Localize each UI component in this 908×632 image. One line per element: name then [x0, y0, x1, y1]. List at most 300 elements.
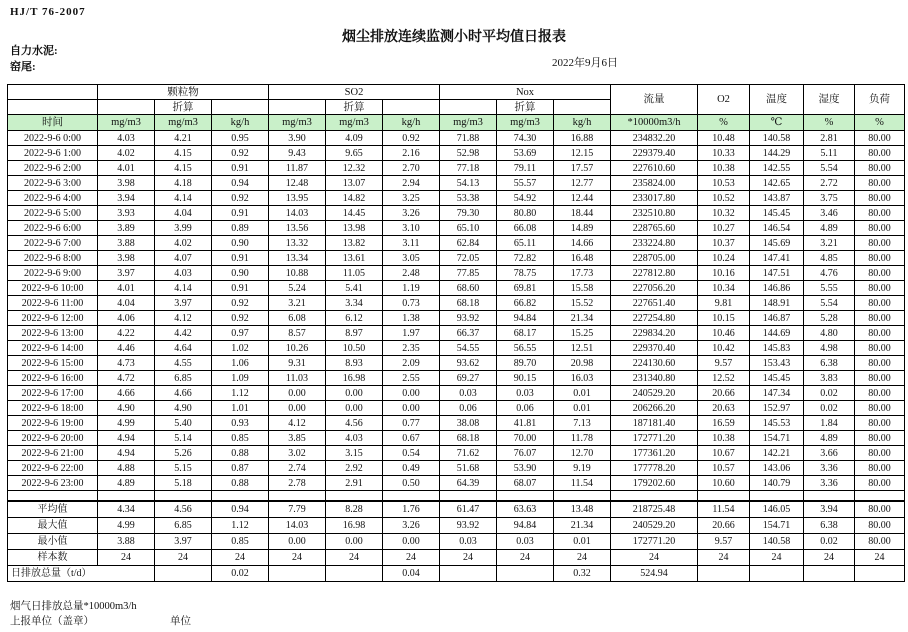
value-cell: 0.85: [212, 534, 269, 550]
value-cell: 4.01: [98, 281, 155, 296]
value-cell: 2.55: [383, 371, 440, 386]
value-cell: 0.88: [212, 446, 269, 461]
value-cell: 17.57: [554, 161, 611, 176]
load-unit: %: [855, 115, 905, 131]
table-body: [8, 131, 905, 582]
value-cell: 4.15: [155, 146, 212, 161]
value-cell: 228705.00: [611, 251, 698, 266]
value-cell: 146.54: [750, 221, 804, 236]
value-cell: 79.11: [497, 161, 554, 176]
value-cell: 16.98: [326, 518, 383, 534]
so2-kgh-head: [383, 100, 440, 115]
value-cell: 147.41: [750, 251, 804, 266]
value-cell: 3.26: [383, 518, 440, 534]
value-cell: 2.92: [326, 461, 383, 476]
value-cell: 2.09: [383, 356, 440, 371]
value-cell: 144.69: [750, 326, 804, 341]
empty-cell: [804, 491, 855, 502]
value-cell: 80.00: [855, 446, 905, 461]
value-cell: 4.12: [155, 311, 212, 326]
value-cell: 0.92: [212, 146, 269, 161]
time-cell: 2022-9-6 6:00: [8, 221, 98, 236]
value-cell: 4.55: [155, 356, 212, 371]
value-cell: 143.87: [750, 191, 804, 206]
value-cell: 93.92: [440, 311, 497, 326]
value-cell: 80.00: [855, 266, 905, 281]
value-cell: 0.91: [212, 206, 269, 221]
value-cell: 0.00: [326, 401, 383, 416]
pm-kgh-unit: kg/h: [212, 115, 269, 131]
value-cell: 4.88: [98, 461, 155, 476]
value-cell: 14.82: [326, 191, 383, 206]
pm-kgh-head: [212, 100, 269, 115]
value-cell: 172771.20: [611, 534, 698, 550]
value-cell: 68.60: [440, 281, 497, 296]
value-cell: 0.54: [383, 446, 440, 461]
value-cell: 79.30: [440, 206, 497, 221]
time-cell: 2022-9-6 10:00: [8, 281, 98, 296]
value-cell: 68.18: [440, 431, 497, 446]
value-cell: 4.34: [98, 501, 155, 518]
value-cell: 4.04: [98, 296, 155, 311]
value-cell: 240529.20: [611, 518, 698, 534]
value-cell: 5.54: [804, 296, 855, 311]
value-cell: 0.92: [383, 131, 440, 146]
value-cell: 4.06: [98, 311, 155, 326]
empty-cell: [326, 491, 383, 502]
value-cell: 5.55: [804, 281, 855, 296]
value-cell: 66.82: [497, 296, 554, 311]
value-cell: 3.46: [804, 206, 855, 221]
value-cell: 13.32: [269, 236, 326, 251]
value-cell: 13.34: [269, 251, 326, 266]
value-cell: 11.87: [269, 161, 326, 176]
time-cell: 2022-9-6 4:00: [8, 191, 98, 206]
value-cell: 0.02: [212, 566, 269, 582]
value-cell: 16.98: [326, 371, 383, 386]
value-cell: 3.34: [326, 296, 383, 311]
value-cell: 80.00: [855, 501, 905, 518]
value-cell: 12.32: [326, 161, 383, 176]
value-cell: 4.89: [98, 476, 155, 491]
value-cell: 94.84: [497, 518, 554, 534]
empty-cell: [8, 491, 98, 502]
value-cell: 24: [383, 550, 440, 566]
value-cell: 4.94: [98, 446, 155, 461]
value-cell: 24: [326, 550, 383, 566]
value-cell: 56.55: [497, 341, 554, 356]
value-cell: 3.89: [98, 221, 155, 236]
value-cell: 21.34: [554, 518, 611, 534]
value-cell: 80.00: [855, 176, 905, 191]
value-cell: 0.06: [497, 401, 554, 416]
value-cell: 4.03: [98, 131, 155, 146]
value-cell: 13.95: [269, 191, 326, 206]
value-cell: 142.55: [750, 161, 804, 176]
value-cell: 4.73: [98, 356, 155, 371]
company-label: 自力水泥:: [10, 45, 58, 57]
value-cell: 3.36: [804, 476, 855, 491]
value-cell: 3.97: [98, 266, 155, 281]
time-cell: 2022-9-6 18:00: [8, 401, 98, 416]
table-row: [8, 221, 905, 236]
value-cell: 0.00: [383, 401, 440, 416]
value-cell: 3.10: [383, 221, 440, 236]
table-row: [8, 191, 905, 206]
value-cell: 4.14: [155, 281, 212, 296]
value-cell: 0.03: [440, 386, 497, 401]
value-cell: 9.65: [326, 146, 383, 161]
value-cell: 4.03: [326, 431, 383, 446]
value-cell: [804, 566, 855, 582]
value-cell: 4.02: [155, 236, 212, 251]
value-cell: 10.33: [698, 146, 750, 161]
time-cell: 2022-9-6 7:00: [8, 236, 98, 251]
value-cell: [440, 566, 497, 582]
value-cell: 6.38: [804, 518, 855, 534]
value-cell: 71.88: [440, 131, 497, 146]
time-cell: 2022-9-6 9:00: [8, 266, 98, 281]
value-cell: 177361.20: [611, 446, 698, 461]
value-cell: 3.97: [155, 534, 212, 550]
value-cell: 227610.60: [611, 161, 698, 176]
nox-converted-head: 折算: [497, 100, 554, 115]
value-cell: 14.03: [269, 206, 326, 221]
temperature-unit: ℃: [750, 115, 804, 131]
value-cell: 69.81: [497, 281, 554, 296]
value-cell: 4.46: [98, 341, 155, 356]
value-cell: 90.15: [497, 371, 554, 386]
empty-cell: [611, 491, 698, 502]
value-cell: 0.03: [497, 534, 554, 550]
value-cell: 13.82: [326, 236, 383, 251]
value-cell: 3.97: [155, 296, 212, 311]
value-cell: 4.99: [98, 416, 155, 431]
value-cell: 2.48: [383, 266, 440, 281]
value-cell: 80.00: [855, 296, 905, 311]
value-cell: 10.34: [698, 281, 750, 296]
value-cell: 24: [497, 550, 554, 566]
value-cell: 4.90: [98, 401, 155, 416]
value-cell: 80.00: [855, 534, 905, 550]
value-cell: 24: [98, 550, 155, 566]
value-cell: 1.12: [212, 518, 269, 534]
empty-cell: [698, 491, 750, 502]
value-cell: 147.34: [750, 386, 804, 401]
page-title: 烟尘排放连续监测小时平均值日报表: [342, 30, 566, 45]
value-cell: 10.60: [698, 476, 750, 491]
value-cell: 74.30: [497, 131, 554, 146]
value-cell: 6.08: [269, 311, 326, 326]
value-cell: 10.24: [698, 251, 750, 266]
value-cell: 3.02: [269, 446, 326, 461]
value-cell: 10.37: [698, 236, 750, 251]
value-cell: 232510.80: [611, 206, 698, 221]
value-cell: 3.98: [98, 176, 155, 191]
value-cell: 10.15: [698, 311, 750, 326]
value-cell: 8.97: [326, 326, 383, 341]
value-cell: 10.32: [698, 206, 750, 221]
col-temperature: 温度: [750, 85, 804, 115]
value-cell: 9.81: [698, 296, 750, 311]
value-cell: 5.54: [804, 161, 855, 176]
value-cell: 72.82: [497, 251, 554, 266]
total-label-cell: 日排放总量（t/d）: [8, 566, 155, 582]
value-cell: 2.74: [269, 461, 326, 476]
value-cell: 4.04: [155, 206, 212, 221]
value-cell: 4.90: [155, 401, 212, 416]
value-cell: 0.77: [383, 416, 440, 431]
time-cell: 2022-9-6 21:00: [8, 446, 98, 461]
value-cell: 1.19: [383, 281, 440, 296]
value-cell: 0.73: [383, 296, 440, 311]
value-cell: 12.44: [554, 191, 611, 206]
value-cell: 10.88: [269, 266, 326, 281]
value-cell: 3.83: [804, 371, 855, 386]
nox-converted-unit: mg/m3: [497, 115, 554, 131]
value-cell: 4.03: [155, 266, 212, 281]
group-particulate: 颗粒物: [98, 85, 269, 100]
value-cell: 4.89: [804, 221, 855, 236]
value-cell: 20.63: [698, 401, 750, 416]
table-row: [8, 281, 905, 296]
time-cell: 2022-9-6 14:00: [8, 341, 98, 356]
value-cell: 80.00: [855, 191, 905, 206]
value-cell: 0.02: [804, 401, 855, 416]
value-cell: 0.91: [212, 161, 269, 176]
time-column-header: 时间: [8, 115, 98, 131]
value-cell: 235824.00: [611, 176, 698, 191]
value-cell: 4.66: [155, 386, 212, 401]
value-cell: 229834.20: [611, 326, 698, 341]
value-cell: 146.05: [750, 501, 804, 518]
value-cell: 0.49: [383, 461, 440, 476]
time-cell: 2022-9-6 2:00: [8, 161, 98, 176]
table-row: [8, 386, 905, 401]
value-cell: 12.48: [269, 176, 326, 191]
value-cell: 24: [804, 550, 855, 566]
value-cell: 2.81: [804, 131, 855, 146]
value-cell: 10.48: [698, 131, 750, 146]
value-cell: 234832.20: [611, 131, 698, 146]
value-cell: 8.28: [326, 501, 383, 518]
value-cell: 148.91: [750, 296, 804, 311]
value-cell: 4.99: [98, 518, 155, 534]
value-cell: [497, 566, 554, 582]
value-cell: 4.85: [804, 251, 855, 266]
value-cell: 4.98: [804, 341, 855, 356]
value-cell: 0.00: [269, 401, 326, 416]
value-cell: 240529.20: [611, 386, 698, 401]
value-cell: 5.18: [155, 476, 212, 491]
value-cell: 13.98: [326, 221, 383, 236]
table-row: [8, 356, 905, 371]
value-cell: 152.97: [750, 401, 804, 416]
value-cell: 1.12: [212, 386, 269, 401]
monitoring-table: [7, 84, 905, 582]
group-nox: Nox: [440, 85, 611, 100]
value-cell: 0.03: [440, 534, 497, 550]
value-cell: 4.02: [98, 146, 155, 161]
value-cell: [326, 566, 383, 582]
value-cell: 10.57: [698, 461, 750, 476]
value-cell: 3.88: [98, 534, 155, 550]
value-cell: 64.39: [440, 476, 497, 491]
value-cell: 10.38: [698, 431, 750, 446]
value-cell: 0.92: [212, 296, 269, 311]
value-cell: 3.05: [383, 251, 440, 266]
table-row: [8, 236, 905, 251]
table-row: [8, 371, 905, 386]
value-cell: 14.03: [269, 518, 326, 534]
value-cell: 5.11: [804, 146, 855, 161]
time-cell: 2022-9-6 22:00: [8, 461, 98, 476]
summary-row: [8, 534, 905, 550]
value-cell: 4.12: [269, 416, 326, 431]
value-cell: 1.84: [804, 416, 855, 431]
table-row: [8, 266, 905, 281]
value-cell: 16.48: [554, 251, 611, 266]
time-cell: 2022-9-6 19:00: [8, 416, 98, 431]
value-cell: 0.97: [212, 326, 269, 341]
value-cell: 187181.40: [611, 416, 698, 431]
time-cell: 2022-9-6 1:00: [8, 146, 98, 161]
value-cell: 5.28: [804, 311, 855, 326]
humidity-unit: %: [804, 115, 855, 131]
empty-cell: [440, 491, 497, 502]
unit-label: 单位: [170, 616, 191, 627]
value-cell: 55.57: [497, 176, 554, 191]
value-cell: 53.38: [440, 191, 497, 206]
value-cell: 0.94: [212, 501, 269, 518]
value-cell: 80.00: [855, 236, 905, 251]
value-cell: 93.92: [440, 518, 497, 534]
value-cell: 5.15: [155, 461, 212, 476]
value-cell: 6.12: [326, 311, 383, 326]
value-cell: 10.26: [269, 341, 326, 356]
value-cell: 80.00: [855, 431, 905, 446]
value-cell: 9.19: [554, 461, 611, 476]
nox-unit: mg/m3: [440, 115, 497, 131]
value-cell: 0.85: [212, 431, 269, 446]
value-cell: 53.69: [497, 146, 554, 161]
table-row: [8, 131, 905, 146]
value-cell: 51.68: [440, 461, 497, 476]
pm-converted-unit: mg/m3: [155, 115, 212, 131]
value-cell: 94.84: [497, 311, 554, 326]
value-cell: 0.01: [554, 386, 611, 401]
summary-row: [8, 518, 905, 534]
col-o2: O2: [698, 85, 750, 115]
value-cell: 80.00: [855, 416, 905, 431]
value-cell: 0.91: [212, 251, 269, 266]
time-cell: 2022-9-6 8:00: [8, 251, 98, 266]
value-cell: 10.46: [698, 326, 750, 341]
so2-converted-head: 折算: [326, 100, 383, 115]
value-cell: 11.54: [698, 501, 750, 518]
value-cell: 146.87: [750, 311, 804, 326]
value-cell: 24: [855, 550, 905, 566]
value-cell: 10.27: [698, 221, 750, 236]
value-cell: 0.93: [212, 416, 269, 431]
value-cell: 24: [698, 550, 750, 566]
empty-cell: [750, 491, 804, 502]
value-cell: 14.45: [326, 206, 383, 221]
value-cell: 80.00: [855, 341, 905, 356]
value-cell: 80.00: [855, 386, 905, 401]
value-cell: 4.42: [155, 326, 212, 341]
value-cell: 68.18: [440, 296, 497, 311]
value-cell: 0.92: [212, 311, 269, 326]
value-cell: 80.00: [855, 371, 905, 386]
value-cell: 80.00: [855, 518, 905, 534]
empty-cell: [98, 491, 155, 502]
summary-label-cell: 最大值: [8, 518, 98, 534]
value-cell: 41.81: [497, 416, 554, 431]
value-cell: 11.78: [554, 431, 611, 446]
time-cell: 2022-9-6 17:00: [8, 386, 98, 401]
value-cell: 229379.40: [611, 146, 698, 161]
value-cell: 153.43: [750, 356, 804, 371]
value-cell: 154.71: [750, 431, 804, 446]
value-cell: 0.02: [804, 534, 855, 550]
value-cell: 1.97: [383, 326, 440, 341]
value-cell: 0.87: [212, 461, 269, 476]
value-cell: 4.14: [155, 191, 212, 206]
value-cell: 6.85: [155, 371, 212, 386]
value-cell: 140.79: [750, 476, 804, 491]
value-cell: 17.73: [554, 266, 611, 281]
value-cell: 89.70: [497, 356, 554, 371]
value-cell: 4.15: [155, 161, 212, 176]
value-cell: 4.76: [804, 266, 855, 281]
value-cell: 4.66: [98, 386, 155, 401]
value-cell: 12.51: [554, 341, 611, 356]
value-cell: 77.18: [440, 161, 497, 176]
value-cell: 8.93: [326, 356, 383, 371]
value-cell: 0.90: [212, 236, 269, 251]
table-row: [8, 296, 905, 311]
standard-number: HJ/T 76-2007: [10, 6, 86, 18]
value-cell: 4.18: [155, 176, 212, 191]
value-cell: 18.44: [554, 206, 611, 221]
time-cell: 2022-9-6 5:00: [8, 206, 98, 221]
value-cell: 80.00: [855, 251, 905, 266]
value-cell: 54.92: [497, 191, 554, 206]
value-cell: 11.05: [326, 266, 383, 281]
value-cell: 0.50: [383, 476, 440, 491]
value-cell: 24: [440, 550, 497, 566]
value-cell: 53.90: [497, 461, 554, 476]
value-cell: 13.61: [326, 251, 383, 266]
value-cell: 80.00: [855, 326, 905, 341]
value-cell: 3.75: [804, 191, 855, 206]
value-cell: 15.52: [554, 296, 611, 311]
value-cell: 0.00: [326, 386, 383, 401]
o2-unit: %: [698, 115, 750, 131]
table-row: [8, 146, 905, 161]
value-cell: 10.42: [698, 341, 750, 356]
value-cell: 145.45: [750, 371, 804, 386]
value-cell: 24: [155, 550, 212, 566]
value-cell: 3.93: [98, 206, 155, 221]
value-cell: 78.75: [497, 266, 554, 281]
value-cell: 0.89: [212, 221, 269, 236]
value-cell: 3.85: [269, 431, 326, 446]
value-cell: 11.54: [554, 476, 611, 491]
value-cell: 13.48: [554, 501, 611, 518]
value-cell: 1.09: [212, 371, 269, 386]
